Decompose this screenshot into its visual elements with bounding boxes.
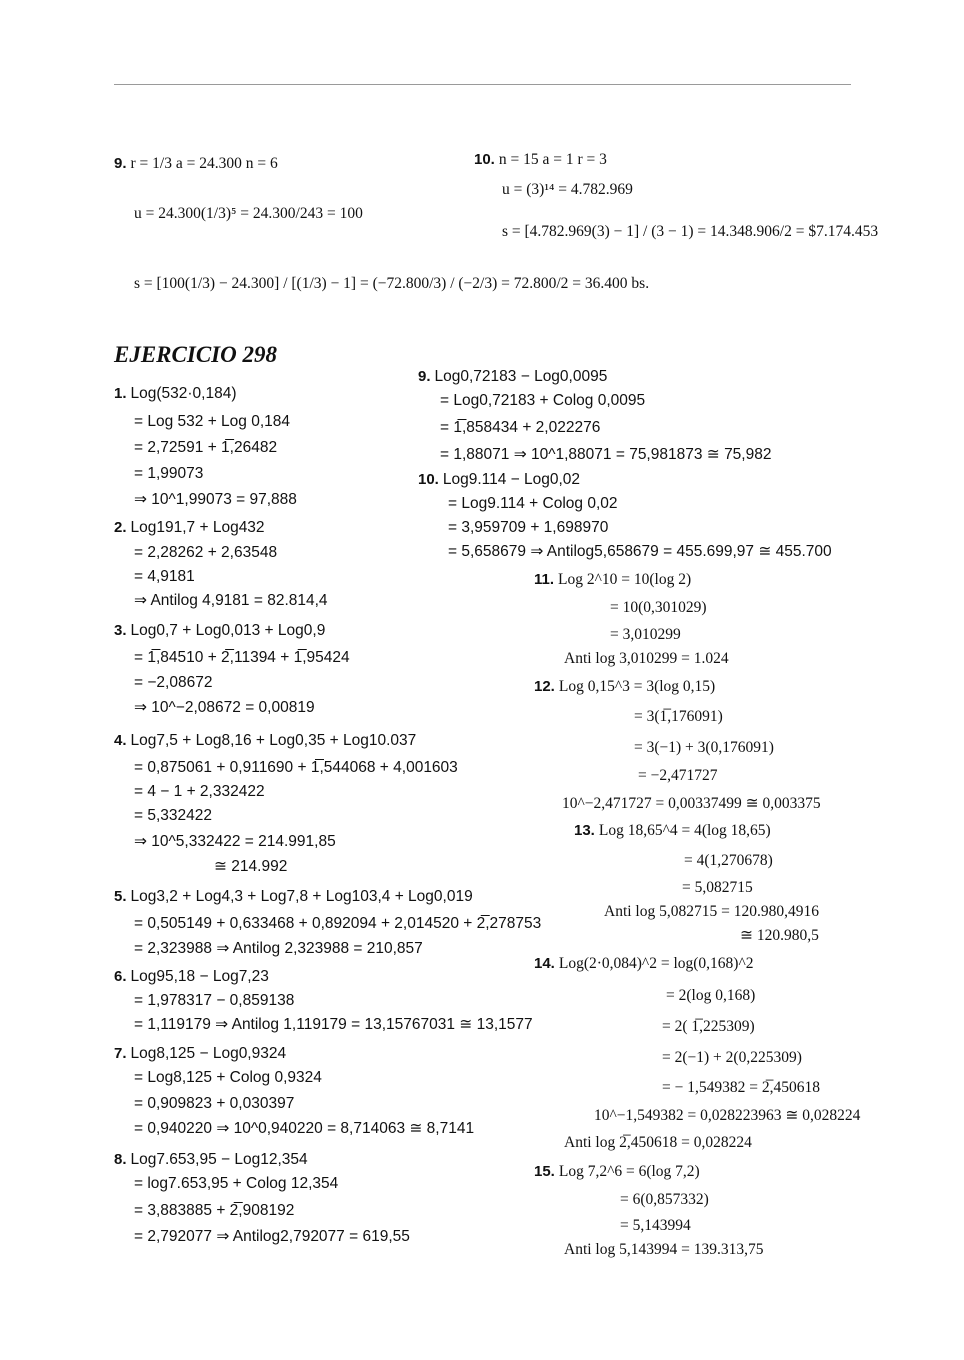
right-11-line-2: = 10(0,301029) [610,599,707,616]
left-4-line-4: = 5,332422 [134,807,213,824]
right-14-line-5: = − 1,549382 = 2̅,450618 [662,1079,820,1096]
left-2-line-1: 2. Log191,7 + Log432 [114,519,265,536]
top-9-line-1: 9. r = 1/3 a = 24.300 n = 6 [114,155,278,172]
left-3-line-2: = 1̅,84510 + 2̅,11394 + 1̅,95424 [134,649,350,666]
left-8-line-3: = 3,883885 + 2̅,908192 [134,1202,295,1219]
right-14-line-1: 14. Log(2·0,084)^2 = log(0,168)^2 [534,955,754,972]
left-4-line-6: ≅ 214.992 [214,858,288,875]
right-14-line-4: = 2(−1) + 2(0,225309) [662,1049,802,1066]
right-13-line-4: Anti log 5,082715 = 120.980,4916 [604,903,819,920]
left-7-line-2: = Log8,125 + Colog 0,9324 [134,1069,322,1086]
left-3-line-1: 3. Log0,7 + Log0,013 + Log0,9 [114,622,326,639]
right-9-line-3: = 1̅,858434 + 2,022276 [440,419,601,436]
right-13-line-3: = 5,082715 [682,879,753,896]
right-14-line-7: Anti log 2̅,450618 = 0,028224 [564,1134,752,1151]
left-6-line-3: = 1,119179 ⇒ Antilog 1,119179 = 13,15767031 ≅ 13,1577 [134,1016,533,1033]
right-14-line-2: = 2(log 0,168) [666,987,756,1004]
right-9-line-2: = Log0,72183 + Colog 0,0095 [440,392,646,409]
left-4-line-2: = 0,875061 + 0,911690 + 1̅,544068 + 4,001603 [134,759,458,776]
right-11-line-4: Anti log 3,010299 = 1.024 [564,650,729,667]
section-title: EJERCICIO 298 [114,342,277,367]
right-10-line-1: 10. Log9.114 − Log0,02 [418,471,581,488]
left-2-line-3: = 4,9181 [134,568,195,585]
right-15-line-3: = 5,143994 [620,1217,691,1234]
left-6-line-2: = 1,978317 − 0,859138 [134,992,295,1009]
right-13-line-1: 13. Log 18,65^4 = 4(log 18,65) [574,822,771,839]
left-4-line-5: ⇒ 10^5,332422 = 214.991,85 [134,833,336,850]
left-8-line-4: = 2,792077 ⇒ Antilog2,792077 = 619,55 [134,1228,410,1245]
right-13-line-5: ≅ 120.980,5 [740,927,819,944]
left-5-line-2: = 0,505149 + 0,633468 + 0,892094 + 2,014520 + 2̅,278753 [134,915,542,932]
right-14-line-3: = 2( 1̅,225309) [662,1018,755,1035]
right-12-line-1: 12. Log 0,15^3 = 3(log 0,15) [534,678,716,695]
left-7-line-1: 7. Log8,125 − Log0,9324 [114,1045,287,1062]
right-9-line-4: = 1,88071 ⇒ 10^1,88071 = 75,981873 ≅ 75,982 [440,446,772,463]
left-4-line-1: 4. Log7,5 + Log8,16 + Log0,35 + Log10.037 [114,732,417,749]
right-12-line-4: = −2,471727 [638,767,718,784]
left-7-line-4: = 0,940220 ⇒ 10^0,940220 = 8,714063 ≅ 8,7141 [134,1120,475,1137]
right-14-line-6: 10^−1,549382 = 0,028223963 ≅ 0,028224 [594,1107,861,1124]
right-13-line-2: = 4(1,270678) [684,852,773,869]
top-10-line-1: 10. n = 15 a = 1 r = 3 [474,151,607,168]
left-1-line-4: = 1,99073 [134,465,204,482]
right-11-line-1: 11. Log 2^10 = 10(log 2) [534,571,692,588]
right-12-line-3: = 3(−1) + 3(0,176091) [634,739,774,756]
left-1-line-5: ⇒ 10^1,99073 = 97,888 [134,491,297,508]
left-8-line-1: 8. Log7.653,95 − Log12,354 [114,1151,308,1168]
right-15-line-4: Anti log 5,143994 = 139.313,75 [564,1241,764,1258]
left-1-line-3: = 2,72591 + 1̅,26482 [134,439,278,456]
left-3-line-3: = −2,08672 [134,674,213,691]
header-rule [114,84,851,85]
right-15-line-1: 15. Log 7,2^6 = 6(log 7,2) [534,1163,700,1180]
right-10-line-4: = 5,658679 ⇒ Antilog5,658679 = 455.699,97 ≅ 455.700 [448,543,832,560]
right-15-line-2: = 6(0,857332) [620,1191,709,1208]
left-5-line-1: 5. Log3,2 + Log4,3 + Log7,8 + Log103,4 + Log0,019 [114,888,473,905]
right-10-line-3: = 3,959709 + 1,698970 [448,519,609,536]
left-1-line-1: 1. Log(532·0,184) [114,385,237,402]
left-8-line-2: = log7.653,95 + Colog 12,354 [134,1175,339,1192]
left-2-line-2: = 2,28262 + 2,63548 [134,544,278,561]
left-2-line-4: ⇒ Antilog 4,9181 = 82.814,4 [134,592,328,609]
left-6-line-1: 6. Log95,18 − Log7,23 [114,968,269,985]
right-9-line-1: 9. Log0,72183 − Log0,0095 [418,368,608,385]
left-5-line-3: = 2,323988 ⇒ Antilog 2,323988 = 210,857 [134,940,423,957]
top-9-line-3: s = [100(1/3) − 24.300] / [(1/3) − 1] = (−72.800/3) / (−2/3) = 72.800/2 = 36.400 bs. [134,275,650,292]
left-7-line-3: = 0,909823 + 0,030397 [134,1095,295,1112]
right-10-line-2: = Log9.114 + Colog 0,02 [448,495,618,512]
right-11-line-3: = 3,010299 [610,626,681,643]
top-9-line-2: u = 24.300(1/3)⁵ = 24.300/243 = 100 [134,205,363,222]
right-12-line-5: 10^−2,471727 = 0,00337499 ≅ 0,003375 [562,795,821,812]
left-4-line-3: = 4 − 1 + 2,332422 [134,783,265,800]
left-3-line-4: ⇒ 10^−2,08672 = 0,00819 [134,699,315,716]
top-10-line-3: s = [4.782.969(3) − 1] / (3 − 1) = 14.348.906/2 = $7.174.453 [502,223,879,240]
right-12-line-2: = 3(1̅,176091) [634,708,723,725]
left-1-line-2: = Log 532 + Log 0,184 [134,413,291,430]
top-10-line-2: u = (3)¹⁴ = 4.782.969 [502,181,633,198]
